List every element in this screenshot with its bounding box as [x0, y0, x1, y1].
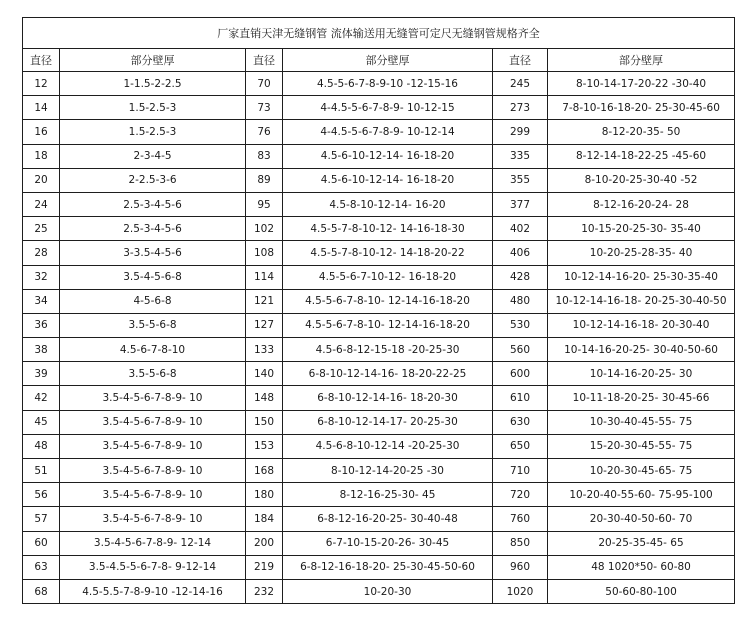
diameter-cell: 402 [493, 217, 548, 241]
diameter-cell: 36 [23, 313, 60, 337]
wall-thickness-cell: 4-4.5-5-6-7-8-9- 10-12-15 [283, 96, 493, 120]
wall-thickness-cell: 10-14-16-20-25- 30 [548, 362, 735, 386]
diameter-cell: 1020 [493, 579, 548, 603]
diameter-cell: 245 [493, 72, 548, 96]
wall-thickness-cell: 4-4.5-5-6-7-8-9- 10-12-14 [283, 120, 493, 144]
diameter-cell: 273 [493, 96, 548, 120]
diameter-cell: 377 [493, 192, 548, 216]
diameter-cell: 760 [493, 507, 548, 531]
wall-thickness-cell: 2.5-3-4-5-6 [60, 217, 246, 241]
table-row [23, 507, 735, 531]
diameter-cell: 480 [493, 289, 548, 313]
table-row [23, 313, 735, 337]
wall-thickness-cell: 10-12-14-16-20- 25-30-35-40 [548, 265, 735, 289]
wall-thickness-cell: 3.5-4-5-6-7-8-9- 12-14 [60, 531, 246, 555]
wall-thickness-cell: 4.5-5-6-7-8-10- 12-14-16-18-20 [283, 289, 493, 313]
table-row [23, 265, 735, 289]
diameter-cell: 42 [23, 386, 60, 410]
diameter-cell: 232 [246, 579, 283, 603]
wall-thickness-cell: 50-60-80-100 [548, 579, 735, 603]
table-row [23, 96, 735, 120]
wall-thickness-cell: 1-1.5-2-2.5 [60, 72, 246, 96]
diameter-cell: 102 [246, 217, 283, 241]
wall-thickness-cell: 3.5-4-5-6-7-8-9- 10 [60, 434, 246, 458]
diameter-cell: 184 [246, 507, 283, 531]
diameter-cell: 68 [23, 579, 60, 603]
wall-thickness-cell: 10-15-20-25-30- 35-40 [548, 217, 735, 241]
header-diameter-1: 直径 [23, 49, 60, 72]
diameter-cell: 89 [246, 168, 283, 192]
wall-thickness-cell: 4.5-5-6-7-8-9-10 -12-15-16 [283, 72, 493, 96]
diameter-cell: 335 [493, 144, 548, 168]
diameter-cell: 83 [246, 144, 283, 168]
wall-thickness-cell: 4.5-6-8-10-12-14 -20-25-30 [283, 434, 493, 458]
table-row [23, 459, 735, 483]
wall-thickness-cell: 4.5-8-10-12-14- 16-20 [283, 192, 493, 216]
wall-thickness-cell: 10-14-16-20-25- 30-40-50-60 [548, 338, 735, 362]
wall-thickness-cell: 2-3-4-5 [60, 144, 246, 168]
wall-thickness-cell: 1.5-2.5-3 [60, 96, 246, 120]
wall-thickness-cell: 4-5-6-8 [60, 289, 246, 313]
diameter-cell: 39 [23, 362, 60, 386]
diameter-cell: 114 [246, 265, 283, 289]
header-diameter-2: 直径 [246, 49, 283, 72]
diameter-cell: 60 [23, 531, 60, 555]
wall-thickness-cell: 3.5-4-5-6-7-8-9- 10 [60, 410, 246, 434]
diameter-cell: 32 [23, 265, 60, 289]
wall-thickness-cell: 3.5-4.5-5-6-7-8- 9-12-14 [60, 555, 246, 579]
table-row [23, 362, 735, 386]
table-row [23, 168, 735, 192]
table-row [23, 120, 735, 144]
diameter-cell: 76 [246, 120, 283, 144]
table-title: 厂家直销天津无缝钢管 流体输送用无缝管可定尺无缝钢管规格齐全 [23, 18, 735, 49]
wall-thickness-cell: 4.5-5-7-8-10-12- 14-16-18-30 [283, 217, 493, 241]
diameter-cell: 219 [246, 555, 283, 579]
wall-thickness-cell: 6-8-10-12-14-16- 18-20-30 [283, 386, 493, 410]
wall-thickness-cell: 4.5-6-10-12-14- 16-18-20 [283, 168, 493, 192]
spec-table [22, 17, 735, 604]
wall-thickness-cell: 3.5-4-5-6-7-8-9- 10 [60, 483, 246, 507]
wall-thickness-cell: 8-12-20-35- 50 [548, 120, 735, 144]
wall-thickness-cell: 10-12-14-16-18- 20-25-30-40-50 [548, 289, 735, 313]
wall-thickness-cell: 8-12-16-25-30- 45 [283, 483, 493, 507]
wall-thickness-cell: 8-12-14-18-22-25 -45-60 [548, 144, 735, 168]
diameter-cell: 24 [23, 192, 60, 216]
wall-thickness-cell: 6-8-12-16-20-25- 30-40-48 [283, 507, 493, 531]
wall-thickness-cell: 8-10-12-14-20-25 -30 [283, 459, 493, 483]
diameter-cell: 56 [23, 483, 60, 507]
table-row [23, 241, 735, 265]
diameter-cell: 16 [23, 120, 60, 144]
diameter-cell: 51 [23, 459, 60, 483]
table-row [23, 144, 735, 168]
diameter-cell: 600 [493, 362, 548, 386]
header-wall-thickness-3: 部分壁厚 [548, 49, 735, 72]
wall-thickness-cell: 4.5-6-8-12-15-18 -20-25-30 [283, 338, 493, 362]
wall-thickness-cell: 4.5-5-6-7-8-10- 12-14-16-18-20 [283, 313, 493, 337]
diameter-cell: 18 [23, 144, 60, 168]
diameter-cell: 710 [493, 459, 548, 483]
table-row [23, 72, 735, 96]
wall-thickness-cell: 10-30-40-45-55- 75 [548, 410, 735, 434]
header-diameter-3: 直径 [493, 49, 548, 72]
diameter-cell: 428 [493, 265, 548, 289]
table-row [23, 555, 735, 579]
diameter-cell: 14 [23, 96, 60, 120]
wall-thickness-cell: 4.5-5-7-8-10-12- 14-18-20-22 [283, 241, 493, 265]
wall-thickness-cell: 7-8-10-16-18-20- 25-30-45-60 [548, 96, 735, 120]
diameter-cell: 121 [246, 289, 283, 313]
table-body [23, 72, 735, 604]
wall-thickness-cell: 8-10-20-25-30-40 -52 [548, 168, 735, 192]
table-row [23, 531, 735, 555]
diameter-cell: 133 [246, 338, 283, 362]
table-row [23, 410, 735, 434]
wall-thickness-cell: 10-20-25-28-35- 40 [548, 241, 735, 265]
wall-thickness-cell: 8-10-14-17-20-22 -30-40 [548, 72, 735, 96]
diameter-cell: 299 [493, 120, 548, 144]
diameter-cell: 34 [23, 289, 60, 313]
wall-thickness-cell: 4.5-6-10-12-14- 16-18-20 [283, 144, 493, 168]
table-row [23, 386, 735, 410]
diameter-cell: 850 [493, 531, 548, 555]
diameter-cell: 48 [23, 434, 60, 458]
wall-thickness-cell: 1.5-2.5-3 [60, 120, 246, 144]
diameter-cell: 150 [246, 410, 283, 434]
diameter-cell: 38 [23, 338, 60, 362]
table-row [23, 434, 735, 458]
wall-thickness-cell: 4.5-6-7-8-10 [60, 338, 246, 362]
wall-thickness-cell: 6-8-10-12-14-17- 20-25-30 [283, 410, 493, 434]
wall-thickness-cell: 10-20-30 [283, 579, 493, 603]
diameter-cell: 108 [246, 241, 283, 265]
wall-thickness-cell: 4.5-5-6-7-10-12- 16-18-20 [283, 265, 493, 289]
diameter-cell: 28 [23, 241, 60, 265]
wall-thickness-cell: 15-20-30-45-55- 75 [548, 434, 735, 458]
diameter-cell: 57 [23, 507, 60, 531]
diameter-cell: 200 [246, 531, 283, 555]
diameter-cell: 140 [246, 362, 283, 386]
wall-thickness-cell: 10-20-40-55-60- 75-95-100 [548, 483, 735, 507]
diameter-cell: 630 [493, 410, 548, 434]
wall-thickness-cell: 6-8-12-16-18-20- 25-30-45-50-60 [283, 555, 493, 579]
wall-thickness-cell: 4.5-5.5-7-8-9-10 -12-14-16 [60, 579, 246, 603]
diameter-cell: 530 [493, 313, 548, 337]
diameter-cell: 148 [246, 386, 283, 410]
wall-thickness-cell: 3.5-5-6-8 [60, 313, 246, 337]
diameter-cell: 63 [23, 555, 60, 579]
diameter-cell: 73 [246, 96, 283, 120]
table-row [23, 579, 735, 603]
wall-thickness-cell: 2.5-3-4-5-6 [60, 192, 246, 216]
diameter-cell: 153 [246, 434, 283, 458]
table-row [23, 483, 735, 507]
table-row [23, 192, 735, 216]
diameter-cell: 45 [23, 410, 60, 434]
wall-thickness-cell: 3.5-4-5-6-8 [60, 265, 246, 289]
wall-thickness-cell: 20-25-35-45- 65 [548, 531, 735, 555]
wall-thickness-cell: 3.5-5-6-8 [60, 362, 246, 386]
wall-thickness-cell: 3.5-4-5-6-7-8-9- 10 [60, 386, 246, 410]
diameter-cell: 960 [493, 555, 548, 579]
diameter-cell: 25 [23, 217, 60, 241]
diameter-cell: 406 [493, 241, 548, 265]
table-row [23, 289, 735, 313]
diameter-cell: 720 [493, 483, 548, 507]
wall-thickness-cell: 48 1020*50- 60-80 [548, 555, 735, 579]
wall-thickness-cell: 6-7-10-15-20-26- 30-45 [283, 531, 493, 555]
diameter-cell: 20 [23, 168, 60, 192]
wall-thickness-cell: 10-11-18-20-25- 30-45-66 [548, 386, 735, 410]
wall-thickness-cell: 3-3.5-4-5-6 [60, 241, 246, 265]
wall-thickness-cell: 6-8-10-12-14-16- 18-20-22-25 [283, 362, 493, 386]
wall-thickness-cell: 20-30-40-50-60- 70 [548, 507, 735, 531]
diameter-cell: 560 [493, 338, 548, 362]
wall-thickness-cell: 2-2.5-3-6 [60, 168, 246, 192]
table-row [23, 338, 735, 362]
wall-thickness-cell: 3.5-4-5-6-7-8-9- 10 [60, 507, 246, 531]
diameter-cell: 168 [246, 459, 283, 483]
header-wall-thickness-2: 部分壁厚 [283, 49, 493, 72]
diameter-cell: 180 [246, 483, 283, 507]
header-wall-thickness-1: 部分壁厚 [60, 49, 246, 72]
diameter-cell: 12 [23, 72, 60, 96]
diameter-cell: 610 [493, 386, 548, 410]
diameter-cell: 127 [246, 313, 283, 337]
wall-thickness-cell: 8-12-16-20-24- 28 [548, 192, 735, 216]
table-row [23, 217, 735, 241]
wall-thickness-cell: 10-20-30-45-65- 75 [548, 459, 735, 483]
diameter-cell: 95 [246, 192, 283, 216]
diameter-cell: 70 [246, 72, 283, 96]
wall-thickness-cell: 10-12-14-16-18- 20-30-40 [548, 313, 735, 337]
diameter-cell: 355 [493, 168, 548, 192]
diameter-cell: 650 [493, 434, 548, 458]
wall-thickness-cell: 3.5-4-5-6-7-8-9- 10 [60, 459, 246, 483]
